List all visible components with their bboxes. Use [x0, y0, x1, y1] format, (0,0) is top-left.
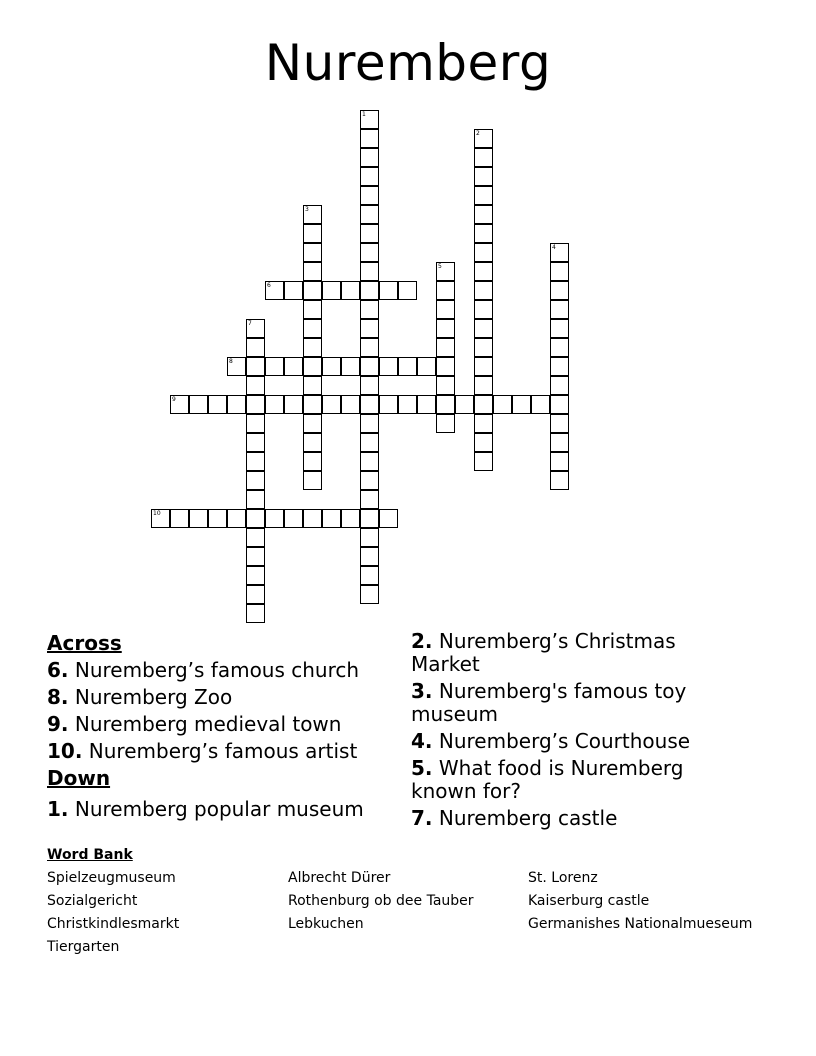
crossword-cell[interactable]	[284, 395, 303, 414]
clue-number: 5.	[411, 756, 433, 780]
crossword-cell[interactable]	[246, 604, 265, 623]
crossword-cell[interactable]	[303, 357, 322, 376]
crossword-cell[interactable]	[341, 509, 360, 528]
crossword-cell[interactable]	[303, 243, 322, 262]
crossword-cell[interactable]	[303, 338, 322, 357]
crossword-cell[interactable]	[360, 585, 379, 604]
crossword-cell[interactable]	[360, 300, 379, 319]
crossword-cell[interactable]	[360, 376, 379, 395]
crossword-cell[interactable]	[474, 357, 493, 376]
crossword-cell[interactable]	[360, 224, 379, 243]
crossword-cell[interactable]	[303, 262, 322, 281]
crossword-cell[interactable]	[436, 300, 455, 319]
crossword-cell[interactable]	[474, 224, 493, 243]
clue-number: 10.	[47, 739, 83, 763]
crossword-cell[interactable]	[303, 509, 322, 528]
word-bank-item: Christkindlesmarkt	[47, 916, 180, 932]
crossword-cell[interactable]	[360, 167, 379, 186]
crossword-cell[interactable]	[360, 433, 379, 452]
crossword-cell[interactable]	[322, 281, 341, 300]
clue-number: 6.	[47, 658, 69, 682]
crossword-cell[interactable]	[322, 509, 341, 528]
page-title: Nuremberg	[264, 34, 552, 92]
crossword-cell[interactable]	[246, 433, 265, 452]
word-bank-item: Sozialgericht	[47, 893, 138, 909]
crossword-cell[interactable]	[246, 357, 265, 376]
crossword-cell[interactable]	[265, 395, 284, 414]
clue-number-label: 6	[267, 282, 271, 289]
crossword-cell[interactable]	[360, 414, 379, 433]
crossword-cell[interactable]	[303, 300, 322, 319]
clue-text: Nuremberg’s Christmas Market	[411, 629, 676, 676]
clue-text: Nuremberg’s Courthouse	[438, 729, 691, 753]
crossword-cell[interactable]	[436, 376, 455, 395]
crossword-cell[interactable]	[436, 338, 455, 357]
word-bank-item: Albrecht Dürer	[288, 870, 391, 886]
crossword-cell[interactable]	[474, 376, 493, 395]
crossword-cell[interactable]	[246, 490, 265, 509]
clue-number-label: 4	[552, 244, 556, 251]
crossword-cell[interactable]	[284, 281, 303, 300]
crossword-cell[interactable]	[550, 281, 569, 300]
word-bank-item: Tiergarten	[47, 939, 120, 955]
crossword-cell[interactable]	[341, 357, 360, 376]
clue-number-label: 1	[362, 111, 366, 118]
crossword-cell[interactable]	[436, 319, 455, 338]
crossword-cell[interactable]	[360, 243, 379, 262]
clue-number: 1.	[47, 797, 69, 821]
clue-down-2	[411, 630, 731, 676]
clue-text: Nuremberg medieval town	[74, 712, 342, 736]
crossword-cell[interactable]	[474, 395, 493, 414]
crossword-cell[interactable]	[474, 129, 493, 148]
crossword-cell[interactable]	[246, 452, 265, 471]
crossword-cell[interactable]	[474, 281, 493, 300]
crossword-cell[interactable]	[512, 395, 531, 414]
clue-number: 2.	[411, 629, 433, 653]
clue-number-label: 8	[229, 358, 233, 365]
crossword-cell[interactable]	[550, 262, 569, 281]
word-bank-column-2	[288, 867, 528, 936]
crossword-cell[interactable]	[531, 395, 550, 414]
clue-text: Nuremberg's famous toy museum	[411, 679, 687, 726]
crossword-cell[interactable]	[550, 433, 569, 452]
crossword-cell[interactable]	[170, 395, 189, 414]
word-bank-column-1	[47, 867, 287, 959]
crossword-cell[interactable]	[227, 357, 246, 376]
crossword-cell[interactable]	[360, 262, 379, 281]
clue-number-label: 2	[476, 130, 480, 137]
crossword-cell[interactable]	[265, 357, 284, 376]
crossword-cell[interactable]	[474, 319, 493, 338]
crossword-cell[interactable]	[284, 357, 303, 376]
crossword-cell[interactable]	[303, 471, 322, 490]
crossword-cell[interactable]	[303, 452, 322, 471]
clue-number-label: 5	[438, 263, 442, 270]
crossword-cell[interactable]	[550, 357, 569, 376]
crossword-cell[interactable]	[303, 395, 322, 414]
crossword-cell[interactable]	[550, 376, 569, 395]
crossword-cell[interactable]	[436, 414, 455, 433]
crossword-cell[interactable]	[208, 509, 227, 528]
crossword-cell[interactable]	[474, 262, 493, 281]
crossword-cell[interactable]	[246, 338, 265, 357]
crossword-cell[interactable]	[474, 414, 493, 433]
crossword-cell[interactable]	[303, 281, 322, 300]
clue-text: Nuremberg’s famous artist	[88, 739, 358, 763]
crossword-cell[interactable]	[360, 186, 379, 205]
clue-number-label: 3	[305, 206, 309, 213]
clue-down-1	[47, 796, 407, 823]
crossword-cell[interactable]	[550, 319, 569, 338]
crossword-cell[interactable]	[151, 509, 170, 528]
down-heading: Down	[47, 766, 111, 790]
crossword-cell[interactable]	[455, 395, 474, 414]
crossword-cell[interactable]	[246, 509, 265, 528]
crossword-cell[interactable]	[360, 509, 379, 528]
word-bank-item: St. Lorenz	[528, 870, 598, 886]
crossword-cell[interactable]	[360, 547, 379, 566]
crossword-cell[interactable]	[360, 528, 379, 547]
crossword-cell[interactable]	[379, 281, 398, 300]
clue-down-7	[411, 807, 731, 830]
crossword-cell[interactable]	[379, 357, 398, 376]
crossword-cell[interactable]	[550, 471, 569, 490]
crossword-cell[interactable]	[189, 395, 208, 414]
crossword-cell[interactable]	[379, 395, 398, 414]
crossword-cell[interactable]	[265, 281, 284, 300]
crossword-cell[interactable]	[227, 395, 246, 414]
word-bank-item: Lebkuchen	[288, 916, 364, 932]
clue-number: 8.	[47, 685, 69, 709]
crossword-cell[interactable]	[246, 528, 265, 547]
crossword-cell[interactable]	[417, 395, 436, 414]
crossword-cell[interactable]	[398, 357, 417, 376]
crossword-cell[interactable]	[322, 395, 341, 414]
clue-number-label: 10	[153, 510, 161, 517]
crossword-cell[interactable]	[246, 566, 265, 585]
crossword-cell[interactable]	[493, 395, 512, 414]
crossword-cell[interactable]	[303, 205, 322, 224]
crossword-cell[interactable]	[379, 509, 398, 528]
crossword-cell[interactable]	[341, 395, 360, 414]
clue-across-10	[47, 738, 407, 765]
word-bank-column-3	[528, 867, 768, 936]
crossword-cell[interactable]	[189, 509, 208, 528]
clue-text: Nuremberg castle	[438, 806, 618, 830]
crossword-cell[interactable]	[360, 148, 379, 167]
clue-across-8	[47, 684, 407, 711]
crossword-cell[interactable]	[360, 129, 379, 148]
crossword-cell[interactable]	[550, 243, 569, 262]
crossword-cell[interactable]	[208, 395, 227, 414]
crossword-cell[interactable]	[474, 433, 493, 452]
crossword-cell[interactable]	[360, 395, 379, 414]
crossword-cell[interactable]	[360, 357, 379, 376]
crossword-cell[interactable]	[474, 452, 493, 471]
crossword-cell[interactable]	[398, 281, 417, 300]
crossword-cell[interactable]	[246, 414, 265, 433]
clue-down-3	[411, 680, 731, 726]
word-bank-item: Rothenburg ob dee Tauber	[288, 893, 474, 909]
word-bank	[47, 845, 787, 955]
crossword-cell[interactable]	[246, 395, 265, 414]
crossword-cell[interactable]	[246, 376, 265, 395]
crossword-cell[interactable]	[436, 395, 455, 414]
crossword-cell[interactable]	[265, 509, 284, 528]
crossword-cell[interactable]	[550, 338, 569, 357]
clue-down-4	[411, 730, 731, 753]
crossword-cell[interactable]	[284, 509, 303, 528]
crossword-cell[interactable]	[474, 243, 493, 262]
crossword-cell[interactable]	[360, 471, 379, 490]
crossword-cell[interactable]	[360, 566, 379, 585]
word-bank-item: Kaiserburg castle	[528, 893, 650, 909]
crossword-cell[interactable]	[170, 509, 189, 528]
crossword-cell[interactable]	[550, 395, 569, 414]
crossword-cell[interactable]	[360, 281, 379, 300]
clue-number-label: 7	[248, 320, 252, 327]
crossword-cell[interactable]	[246, 471, 265, 490]
crossword-cell[interactable]	[436, 357, 455, 376]
clue-text: Nuremberg’s famous church	[74, 658, 360, 682]
crossword-cell[interactable]	[550, 414, 569, 433]
crossword-cell[interactable]	[474, 167, 493, 186]
word-bank-item: Spielzeugmuseum	[47, 870, 176, 886]
crossword-cell[interactable]	[360, 338, 379, 357]
crossword-cell[interactable]	[436, 262, 455, 281]
crossword-cell[interactable]	[303, 433, 322, 452]
crossword-cell[interactable]	[303, 414, 322, 433]
crossword-cell[interactable]	[246, 547, 265, 566]
clue-across-6	[47, 657, 407, 684]
clue-number: 7.	[411, 806, 433, 830]
clue-text: What food is Nuremberg known for?	[411, 756, 684, 803]
clue-number: 4.	[411, 729, 433, 753]
crossword-cell[interactable]	[360, 490, 379, 509]
crossword-cell[interactable]	[246, 585, 265, 604]
clue-number: 3.	[411, 679, 433, 703]
crossword-cell[interactable]	[303, 319, 322, 338]
crossword-cell[interactable]	[474, 205, 493, 224]
crossword-cell[interactable]	[246, 319, 265, 338]
crossword-cell[interactable]	[436, 281, 455, 300]
crossword-cell[interactable]	[227, 509, 246, 528]
crossword-cell[interactable]	[360, 110, 379, 129]
word-bank-item: Germanishes Nationalmueseum	[528, 916, 753, 932]
crossword-cell[interactable]	[360, 452, 379, 471]
crossword-cell[interactable]	[341, 281, 360, 300]
clue-text: Nuremberg Zoo	[74, 685, 233, 709]
crossword-cell[interactable]	[550, 452, 569, 471]
crossword-cell[interactable]	[474, 148, 493, 167]
crossword-cell[interactable]	[474, 300, 493, 319]
clues-left-column	[47, 630, 407, 823]
crossword-cell[interactable]	[360, 319, 379, 338]
crossword-cell[interactable]	[474, 186, 493, 205]
clue-down-5	[411, 757, 731, 803]
crossword-cell[interactable]	[550, 300, 569, 319]
clue-across-9	[47, 711, 407, 738]
clue-number-label: 9	[172, 396, 176, 403]
crossword-cell[interactable]	[360, 205, 379, 224]
crossword-cell[interactable]	[474, 338, 493, 357]
clues-right-column	[411, 630, 731, 834]
crossword-cell[interactable]	[303, 224, 322, 243]
crossword-cell[interactable]	[417, 357, 436, 376]
across-heading: Across	[47, 631, 122, 655]
clue-number: 9.	[47, 712, 69, 736]
crossword-cell[interactable]	[398, 395, 417, 414]
crossword-cell[interactable]	[322, 357, 341, 376]
clue-text: Nuremberg popular museum	[74, 797, 364, 821]
crossword-cell[interactable]	[303, 376, 322, 395]
word-bank-heading: Word Bank	[47, 847, 133, 863]
